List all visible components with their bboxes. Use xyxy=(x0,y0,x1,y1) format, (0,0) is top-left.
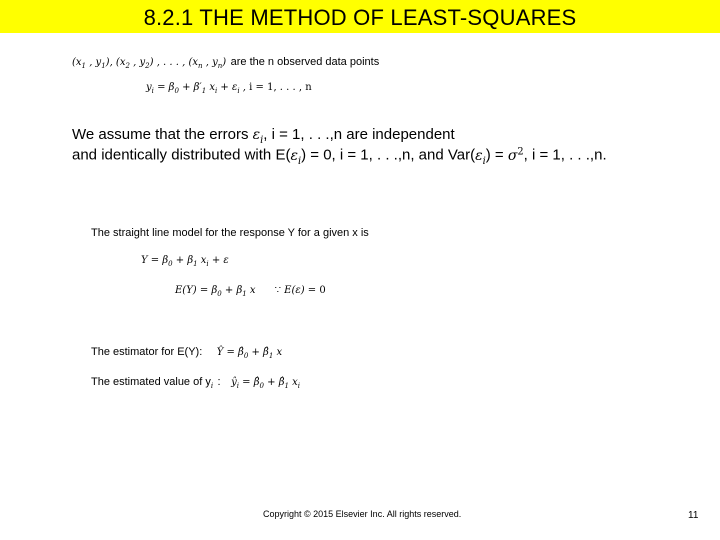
expected-value-formula: $E(Y) = \beta_0 + \beta_1$ x ∵ E(ε) = 0 xyxy=(175,285,326,298)
estimated-value-colon: : xyxy=(217,376,221,388)
assumption-line-1 xyxy=(72,126,455,146)
assumption-2-mid2: ) = xyxy=(485,146,504,164)
estimated-value-formula: $ŷ_i$ = $\betâ_0$ + $\betâ_1$ $x_i$ xyxy=(231,377,301,390)
data-points-line xyxy=(72,52,379,70)
assumption-2-prefix: and identically distributed with E( xyxy=(72,146,291,164)
variance-symbol: $\sigma^2$ xyxy=(507,146,524,164)
error-symbol-3: $\varepsilon_i$ xyxy=(475,147,486,167)
slide-title: 8.2.1 THE METHOD OF LEAST-SQUARES xyxy=(143,5,577,30)
estimator-label: The estimator for E(Y): xyxy=(91,346,203,358)
data-points-formula: ($x_1$ , $y_1$), ($x_2$ , $y_2$) , . . . , ($x_n$ , $y_n$) xyxy=(72,57,227,70)
title-bar xyxy=(0,0,720,33)
assumption-1-prefix: We assume that the errors xyxy=(72,126,249,143)
page-number: 11 xyxy=(688,510,699,521)
estimated-value-label: The estimated value of y xyxy=(91,376,211,388)
assumption-line-2 xyxy=(72,146,607,166)
straight-line-formula: $Y = \beta_0 + \beta_1$ $x_i + \varepsilon$ xyxy=(141,255,229,268)
estimator-formula: Ŷ = $\betâ_0$ + $\betâ_1$ x xyxy=(216,347,283,360)
regression-model-formula: $y_i = \beta_0 + \beta'_1$ $x_i + \varepsilon_i$ , i = 1, . . . , n xyxy=(146,82,312,95)
error-symbol: $\varepsilon_i$ xyxy=(252,127,264,146)
assumption-2-mid1: ) = 0, i = 1, . . .,n, and Var( xyxy=(301,146,476,164)
assumption-1-suffix: , i = 1, . . .,n are independent xyxy=(263,126,455,143)
straight-line-text: The straight line model for the response Y for a given x is xyxy=(91,227,369,239)
assumption-2-suffix: , i = 1, . . .,n. xyxy=(523,146,607,164)
data-points-text: are the n observed data points xyxy=(230,56,380,68)
copyright-notice: Copyright © 2015 Elsevier Inc. All rights reserved. xyxy=(263,509,462,519)
estimated-value-line xyxy=(91,372,300,390)
y-sub-i: i xyxy=(210,382,214,390)
error-symbol-2: $\varepsilon_i$ xyxy=(290,147,302,167)
estimator-line xyxy=(91,342,282,360)
